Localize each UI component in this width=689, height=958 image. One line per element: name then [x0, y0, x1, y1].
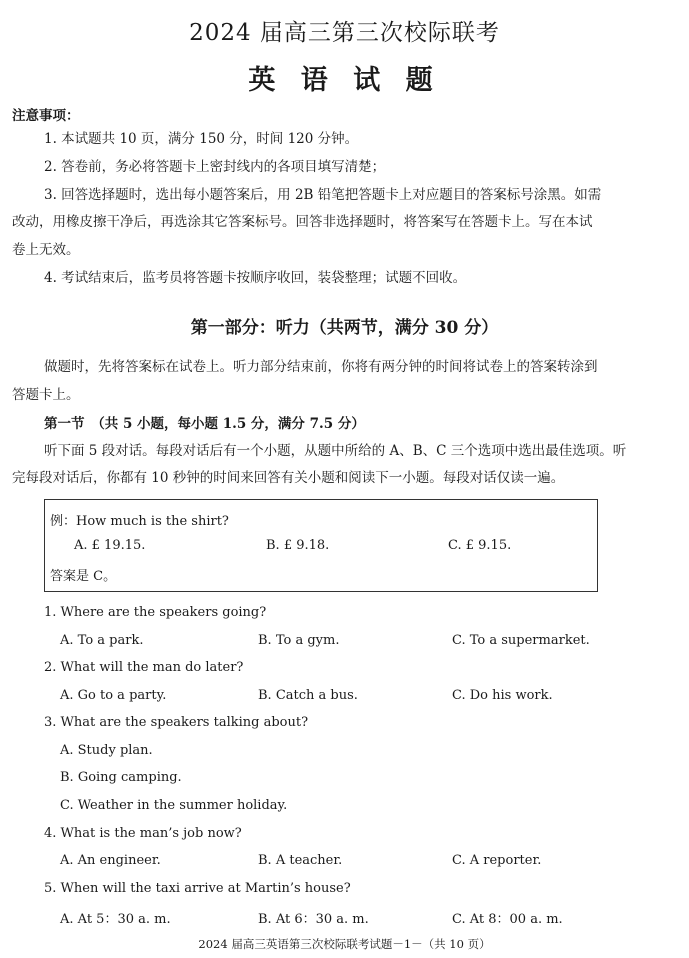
option-2a: A. Go to a party. — [60, 688, 167, 703]
question-1: 1. Where are the speakers going? — [44, 605, 267, 620]
subject-title: 英 语 试 题 — [248, 65, 441, 96]
section1-heading: 第一节 （共 5 小题，每小题 1.5 分，满分 7.5 分） — [44, 416, 365, 432]
notice-item: 3. 回答选择题时，选出每小题答案后，用 2B 铅笔把答题卡上对应题目的答案标号涂黑。如需 — [44, 187, 602, 203]
notice-item: 2. 答卷前，务必将答题卡上密封线内的各项目填写清楚； — [44, 159, 386, 175]
option-4a: A. An engineer. — [60, 853, 161, 868]
option-5b: B. At 6：30 a. m. — [258, 912, 369, 927]
part1-intro: 答题卡上。 — [12, 387, 80, 403]
section1-instructions: 完每段对话后，你都有 10 秒钟的时间来回答有关小题和阅读下一小题。每段对话仅读一遍。 — [12, 470, 565, 486]
notice-heading: 注意事项： — [12, 108, 80, 124]
option-2c: C. Do his work. — [452, 688, 553, 703]
option-1b: B. To a gym. — [258, 633, 340, 648]
page-footer: 2024 届高三英语第三次校际联考试题－1－（共 10 页） — [198, 937, 491, 951]
option-5c: C. At 8：00 a. m. — [452, 912, 563, 927]
example-option-c: C. £ 9.15. — [448, 538, 512, 553]
example-option-a: A. £ 19.15. — [74, 538, 146, 553]
option-2b: B. Catch a bus. — [258, 688, 358, 703]
example-question: 例：How much is the shirt? — [50, 514, 229, 529]
notice-item: 卷上无效。 — [12, 242, 80, 258]
option-5a: A. At 5：30 a. m. — [60, 912, 171, 927]
section1-instructions: 听下面 5 段对话。每段对话后有一个小题，从题中所给的 A、B、C 三个选项中选出最佳选项。听 — [44, 443, 627, 459]
option-4c: C. A reporter. — [452, 853, 542, 868]
question-2: 2. What will the man do later? — [44, 660, 244, 675]
option-1c: C. To a supermarket. — [452, 633, 590, 648]
question-3: 3. What are the speakers talking about? — [44, 715, 309, 730]
option-1a: A. To a park. — [60, 633, 144, 648]
part1-intro: 做题时，先将答案标在试卷上。听力部分结束前，你将有两分钟的时间将试卷上的答案转涂到 — [44, 359, 598, 375]
question-5: 5. When will the taxi arrive at Martin’s house? — [44, 881, 351, 896]
option-4b: B. A teacher. — [258, 853, 343, 868]
example-answer: 答案是 C。 — [50, 569, 117, 584]
part1-heading: 第一部分：听力（共两节，满分 30 分） — [190, 318, 499, 338]
notice-item: 4. 考试结束后，监考员将答题卡按顺序收回，装袋整理；试题不回收。 — [44, 270, 467, 286]
exam-title: 2024 届高三第三次校际联考 — [189, 20, 500, 46]
option-3a: A. Study plan. — [60, 743, 153, 758]
option-3c: C. Weather in the summer holiday. — [60, 798, 288, 813]
notice-item: 1. 本试题共 10 页，满分 150 分，时间 120 分钟。 — [44, 131, 359, 147]
option-3b: B. Going camping. — [60, 770, 182, 785]
example-option-b: B. £ 9.18. — [266, 538, 330, 553]
question-4: 4. What is the man’s job now? — [44, 826, 242, 841]
notice-item: 改动，用橡皮擦干净后，再选涂其它答案标号。回答非选择题时，将答案写在答题卡上。写在本试 — [12, 214, 593, 230]
